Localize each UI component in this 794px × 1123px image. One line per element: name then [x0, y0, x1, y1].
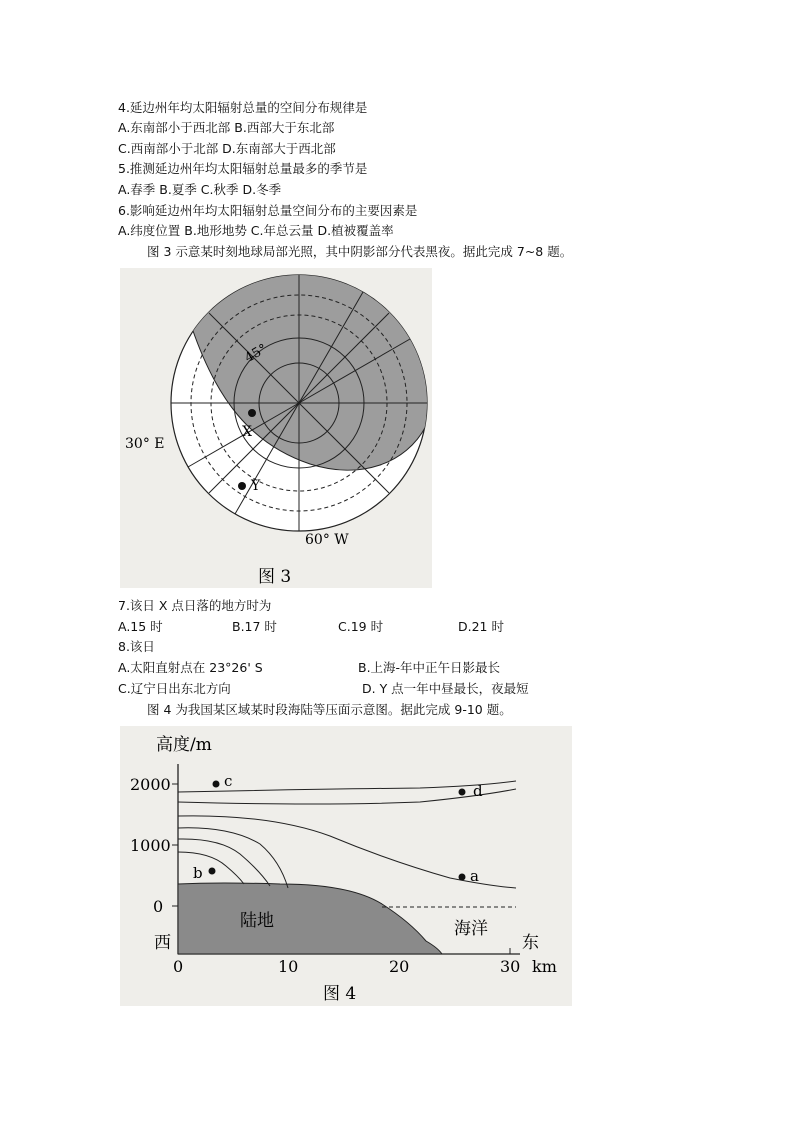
q7-option-d: D.21 时: [458, 619, 504, 634]
point-c: [213, 781, 220, 788]
figure-3-diagram: [120, 268, 432, 588]
q8-option-d: D. Y 点一年中昼最长，夜最短: [362, 681, 529, 696]
q7-option-b: B.17 时: [232, 619, 277, 634]
q8-stem: 8.该日: [118, 639, 155, 654]
label-east: 东: [522, 933, 539, 953]
q5-options: A.春季 B.夏季 C.秋季 D.冬季: [118, 182, 282, 197]
q5-stem: 5.推测延边州年均太阳辐射总量最多的季节是: [118, 161, 368, 176]
figure-3-caption: 图 3: [258, 567, 292, 587]
x-tick-20: 20: [389, 957, 410, 976]
point-d: [459, 789, 466, 796]
land-area: [178, 883, 442, 954]
label-60w: 60° W: [305, 532, 349, 548]
q4-options-line1: A.东南部小于西北部 B.西部大于东北部: [118, 120, 335, 135]
y-tick-1000: 1000: [130, 836, 171, 855]
figure-4-caption: 图 4: [323, 984, 357, 1004]
y-tick-0: 0: [153, 897, 164, 916]
point-a: [459, 874, 466, 881]
point-x: [248, 409, 256, 417]
point-y: [238, 482, 246, 490]
point-b: [209, 868, 216, 875]
intro-9-10: 图 4 为我国某区域某时段海陆等压面示意图。据此完成 9-10 题。: [147, 702, 512, 717]
figure-4: [120, 726, 572, 1006]
q8-option-b: B.上海-年中正午日影最长: [358, 660, 501, 675]
q4-options-line2: C.西南部小于北部 D.东南部大于西北部: [118, 141, 336, 156]
label-land: 陆地: [240, 911, 274, 931]
label-d: d: [473, 782, 483, 800]
label-a: a: [470, 867, 479, 885]
q6-options: A.纬度位置 B.地形地势 C.年总云量 D.植被覆盖率: [118, 223, 394, 238]
label-ocean: 海洋: [454, 919, 488, 939]
label-c: c: [224, 772, 233, 790]
q8-option-c: C.辽宁日出东北方向: [118, 681, 231, 696]
q7-stem: 7.该日 X 点日落的地方时为: [118, 598, 272, 613]
q7-option-a: A.15 时: [118, 619, 163, 634]
x-tick-10: 10: [278, 957, 299, 976]
q7-option-c: C.19 时: [338, 619, 384, 634]
label-b: b: [193, 864, 203, 882]
x-tick-0: 0: [173, 957, 184, 976]
figure-4-diagram: [120, 726, 572, 1006]
label-y: Y: [251, 478, 261, 494]
y-axis-title: 高度/m: [156, 735, 212, 755]
y-tick-2000: 2000: [130, 775, 171, 794]
q8-option-a: A.太阳直射点在 23°26' S: [118, 660, 263, 675]
label-45: 45°: [242, 341, 270, 366]
intro-7-8: 图 3 示意某时刻地球局部光照，其中阴影部分代表黑夜。据此完成 7~8 题。: [147, 244, 573, 259]
label-x: X: [242, 424, 252, 440]
q4-stem: 4.延边州年均太阳辐射总量的空间分布规律是: [118, 100, 368, 115]
x-unit: km: [532, 957, 557, 976]
label-west: 西: [154, 933, 171, 953]
x-tick-30: 30: [500, 957, 521, 976]
q6-stem: 6.影响延边州年均太阳辐射总量空间分布的主要因素是: [118, 203, 418, 218]
figure-3: [120, 268, 432, 588]
label-30e: 30° E: [125, 436, 165, 452]
